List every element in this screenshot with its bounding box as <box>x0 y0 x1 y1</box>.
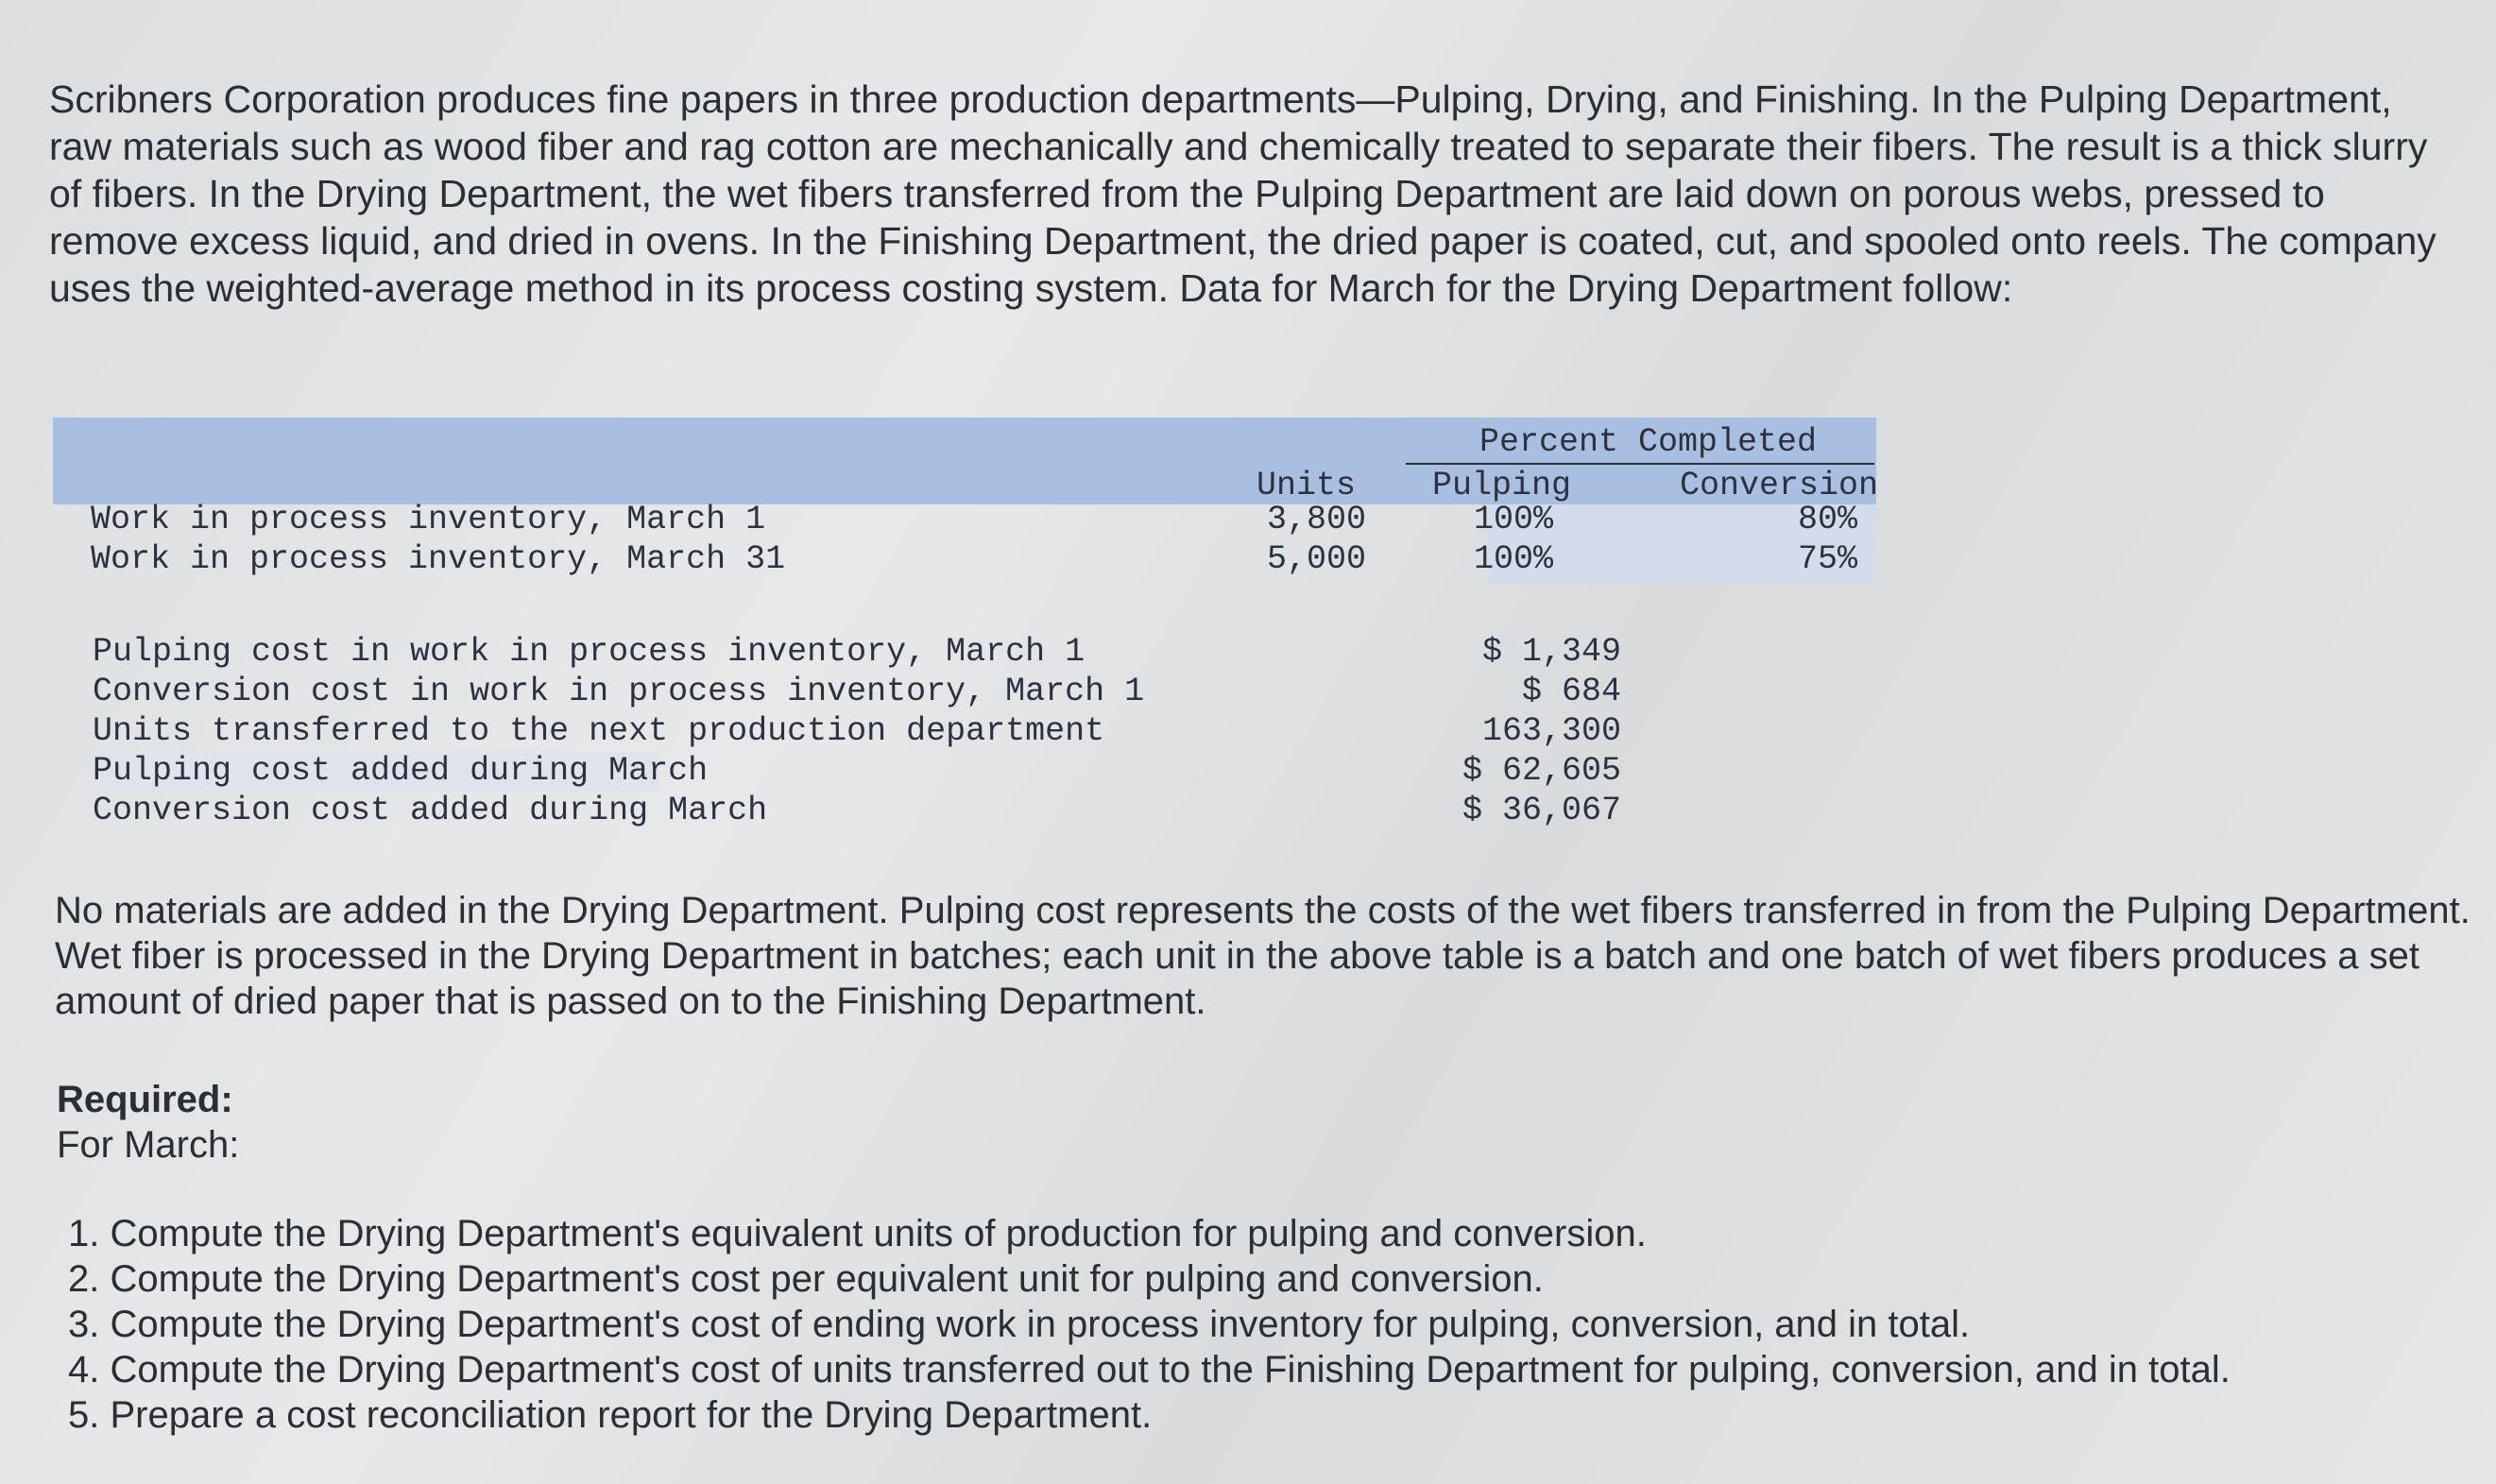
table-row-units: 3,800 <box>1266 501 1366 538</box>
problem-intro: Scribners Corporation produces fine papers in three production departments—Pulping, Drying, and Finishing. In the Pulping Department, raw materials such as wood fiber and rag cotton are mechanically and chemically treated to separate their fibers. The result is a thick slurry of fibers. In the Drying Department, the wet fibers transferred from the Pulping Department are laid down on porous webs, pressed to remove excess liquid, and dried in ovens. In the Finishing Department, the dried paper is coated, cut, and spooled onto reels. The company uses the weighted-average method in its process costing system. Data for March for the Drying Department follow: <box>49 77 2436 310</box>
required-section <box>57 1077 239 1168</box>
cost-row-value: $ 36,067 <box>1462 792 1621 829</box>
cost-row-value: $ 62,605 <box>1462 752 1621 790</box>
table-row-conversion: 80% <box>1797 501 1857 538</box>
cost-row-label: Units transferred to the next production department <box>93 712 1105 750</box>
header-percent-completed: Percent Completed <box>1479 423 1818 461</box>
table-row-label: Work in process inventory, March 31 <box>91 540 786 578</box>
cost-row-value: $ 1,349 <box>1481 633 1621 671</box>
required-title: Required: <box>57 1079 233 1120</box>
cost-row-label: Pulping cost in work in process inventory, March 1 <box>93 633 1086 671</box>
cost-row-value: 163,300 <box>1481 712 1621 750</box>
header-conversion: Conversion <box>1680 467 1879 504</box>
task-item: 2. Compute the Drying Department's cost per equivalent unit for pulping and conversion. <box>68 1258 1544 1300</box>
task-item: 5. Prepare a cost reconciliation report for the Drying Department. <box>68 1394 1153 1436</box>
cost-row-label: Conversion cost in work in process inventory, March 1 <box>93 673 1145 710</box>
header-pulping: Pulping <box>1432 467 1572 504</box>
header-rule <box>1406 463 1874 465</box>
cost-row-label: Conversion cost added during March <box>93 792 768 829</box>
table-row-pulping: 100% <box>1473 501 1553 538</box>
header-units: Units <box>1257 467 1357 504</box>
task-list <box>68 1211 2231 1438</box>
table-row-conversion: 75% <box>1797 540 1857 578</box>
note-paragraph: No materials are added in the Drying Department. Pulping cost represents the costs of the wet fibers transferred in from the Pulping Department. Wet fiber is processed in the Drying Department in batches; each unit in the above table is a batch and one batch of wet fibers produces a set amount of dried paper that is passed on to the Finishing Department. <box>55 890 2470 1022</box>
required-subtitle: For March: <box>57 1124 240 1166</box>
task-item: 1. Compute the Drying Department's equivalent units of production for pulping and conversion. <box>68 1213 1647 1254</box>
table-row-label: Work in process inventory, March 1 <box>91 501 766 538</box>
table-row-pulping: 100% <box>1473 540 1553 578</box>
cost-row-label: Pulping cost added during March <box>93 752 709 790</box>
task-item: 3. Compute the Drying Department's cost of ending work in process inventory for pulping, conversion, and in total. <box>68 1304 1971 1345</box>
table-row-units: 5,000 <box>1266 540 1366 578</box>
cost-row-value: $ 684 <box>1521 673 1621 710</box>
task-item: 4. Compute the Drying Department's cost of units transferred out to the Finishing Department for pulping, conversion, and in total. <box>68 1349 2231 1390</box>
